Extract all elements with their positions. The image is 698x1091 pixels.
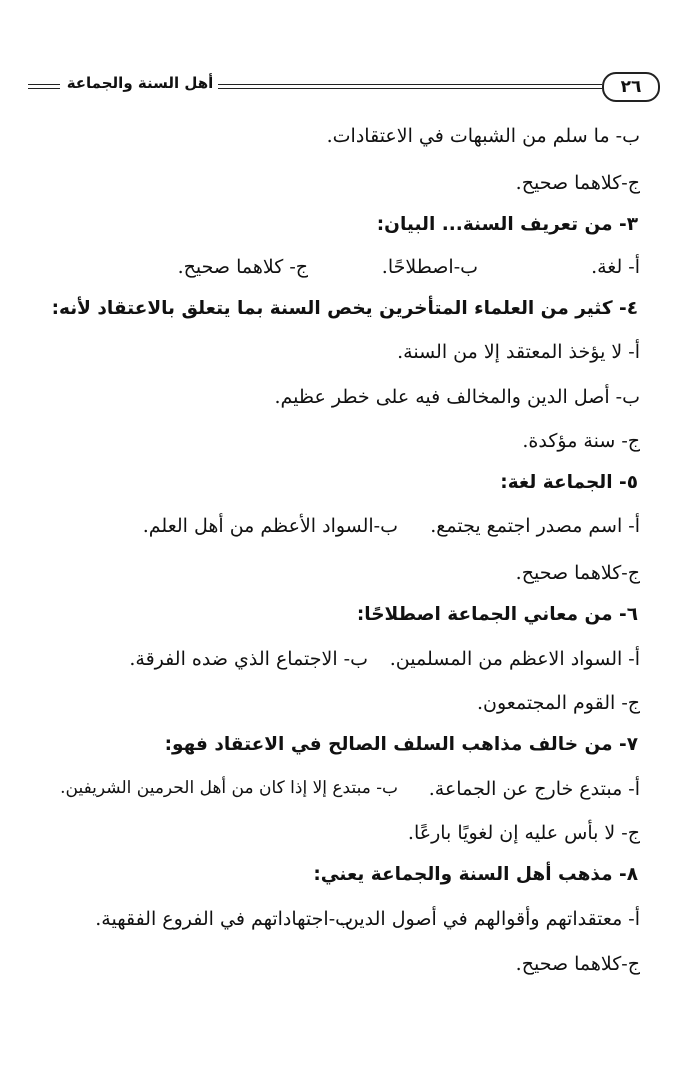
header-rule-left (28, 84, 60, 89)
page-number: ٢٦ (602, 72, 660, 102)
q4-option-a: أ- لا يؤخذ المعتقد إلا من السنة. (397, 341, 640, 363)
page-header (28, 72, 668, 102)
header-rule-right (218, 84, 602, 89)
q6-option-c: ج- القوم المجتمعون. (476, 692, 640, 714)
q8-question: ٨- مذهب أهل السنة والجماعة يعني: (313, 864, 638, 885)
q3-option-a: أ- لغة. (591, 256, 640, 278)
q3-option-c: ج- كلاهما صحيح. (177, 256, 308, 278)
q8-option-c: ج-كلاهما صحيح. (515, 953, 640, 975)
q4-option-b: ب- أصل الدين والمخالف فيه على خطر عظيم. (274, 386, 640, 408)
q2-option-c: ج-كلاهما صحيح. (515, 172, 640, 194)
q4-question: ٤- كثير من العلماء المتأخرين يخص السنة بما يتعلق بالاعتقاد لأنه: (51, 298, 638, 319)
q5-question: ٥- الجماعة لغة: (500, 472, 638, 493)
q3-question: ٣- من تعريف السنة... البيان: (376, 214, 638, 235)
q6-option-b: ب- الاجتماع الذي ضده الفرقة. (129, 648, 368, 670)
q7-question: ٧- من خالف مذاهب السلف الصالح في الاعتقاد فهو: (164, 734, 638, 755)
q5-option-a: أ- اسم مصدر اجتمع يجتمع. (430, 515, 640, 537)
q8-option-b: ب-اجتهاداتهم في الفروع الفقهية. (95, 908, 353, 930)
q5-option-b: ب-السواد الأعظم من أهل العلم. (142, 515, 398, 537)
q6-option-a: أ- السواد الاعظم من المسلمين. (389, 648, 640, 670)
q8-option-a: أ- معتقداتهم وأقوالهم في أصول الدين. (338, 908, 640, 930)
q2-option-b: ب- ما سلم من الشبهات في الاعتقادات. (326, 125, 640, 147)
q5-option-c: ج-كلاهما صحيح. (515, 562, 640, 584)
running-title: أهل السنة والجماعة (66, 74, 214, 92)
q3-option-b: ب-اصطلاحًا. (381, 256, 478, 278)
q7-option-b: ب- مبتدع إلا إذا كان من أهل الحرمين الشريفين. (60, 778, 398, 798)
q4-option-c: ج- سنة مؤكدة. (522, 430, 640, 452)
q7-option-c: ج- لا بأس عليه إن لغويًا بارعًا. (407, 822, 640, 844)
q6-question: ٦- من معاني الجماعة اصطلاحًا: (356, 604, 638, 625)
q7-option-a: أ- مبتدع خارج عن الجماعة. (428, 778, 640, 800)
